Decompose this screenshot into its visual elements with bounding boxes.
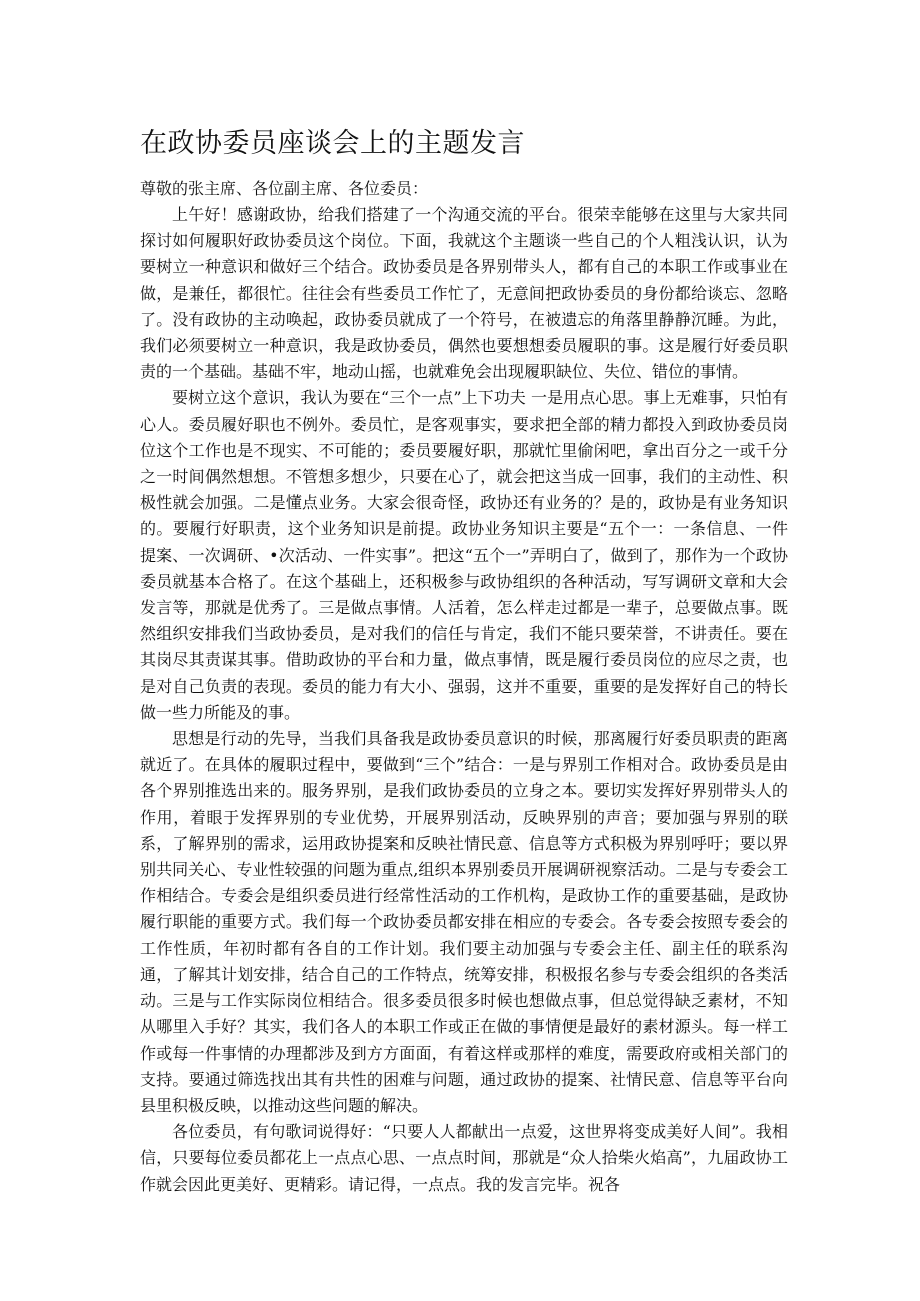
paragraph-3: 思想是行动的先导，当我们具备我是政协委员意识的时候，那离履行好委员职责的距离就近了。在具体的履职过程中，要做到“三个”结合：一是与界别工作相对合。政协委员是由各个界别推选出来的。服务界别，是我们政协委员的立身之本。要切实发挥好界别带头人的作用，着眼于发挥界别的专业优势，开展界别活动，反映界别的声音；要加强与界别的联系，了解界别的需求，运用政协提案和反映社情民意、信息等方式积极为界别呼吁；要以界别共同关心、专业性较强的问题为重点,组织本界别委员开展调研视察活动。二是与专委会工作相结合。专委会是组织委员进行经常性活动的工作机构，是政协工作的重要基础，是政协履行职能的重要方式。我们每一个政协委员都安排在相应的专委会。各专委会按照专委会的工作性质，年初时都有各自的工作计划。我们要主动加强与专委会主任、副主任的联系沟通，了解其计划安排，结合自己的工作特点，统筹安排，积极报名参与专委会组织的各类活动。三是与工作实际岗位相结合。很多委员很多时候也想做点事，但总觉得缺乏素材，不知从哪里入手好？其实，我们各人的本职工作或正在做的事情便是最好的素材源头。每一样工作或每一件事情的办理都涉及到方方面面，有着这样或那样的难度，需要政府或相关部门的支持。要通过筛选找出其有共性的困难与问题，通过政协的提案、社情民意、信息等平台向县里积极反映，以推动这些问题的解决。 — [140, 729, 788, 1115]
document-title: 在政协委员座谈会上的主题发言 — [140, 128, 525, 159]
document-page — [140, 122, 788, 1198]
paragraph-4: 各位委员，有句歌词说得好：“只要人人都献出一点爱，这世界将变成美好人间”。我相信，只要每位委员都花上一点点心思、一点点时间，那就是“众人拾柴火焰高”，九届政协工作就会因此更美好、更精彩。请记得，一点点。我的发言完毕。祝各 — [140, 1122, 788, 1194]
paragraph-1: 上午好！感谢政协，给我们搭建了一个沟通交流的平台。很荣幸能够在这里与大家共同探讨如何履职好政协委员这个岗位。下面，我就这个主题谈一些自己的个人粗浅认识，认为要树立一种意识和做好三个结合。政协委员是各界别带头人，都有自己的本职工作或事业在做，是兼任，都很忙。往往会有些委员工作忙了，无意间把政协委员的身份都给谈忘、忽略了。没有政协的主动唤起，政协委员就成了一个符号，在被遗忘的角落里静静沉睡。为此，我们必须要树立一种意识，我是政协委员，偶然也要想想委员履职的事。这是履行好委员职责的一个基础。基础不牢，地动山摇，也就难免会出现履职缺位、失位、错位的事情。 — [140, 205, 788, 382]
paragraph-2: 要树立这个意识，我认为要在“三个一点”上下功夫 一是用点心思。事上无难事，只怕有心人。委员履好职也不例外。委员忙，是客观事实，要求把全部的精力都投入到政协委员岗位这个工作也是不现实、不可能的；委员要履好职，那就忙里偷闲吧，拿出百分之一或千分之一时间偶然想想。不管想多想少，只要在心了，就会把这当成一回事，我们的主动性、积极性就会加强。二是懂点业务。大家会很奇怪，政协还有业务的？是的，政协是有业务知识的。要履行好职责，这个业务知识是前提。政协业务知识主要是“五个一：一条信息、一件提案、一次调研、•次活动、一件实事”。把这“五个一”弄明白了，做到了，那作为一个政协委员就基本合格了。在这个基础上，还积极参与政协组织的各种活动，写写调研文章和大会发言等，那就是优秀了。三是做点事情。人活着，怎么样走过都是一辈子，总要做点事。既然组织安排我们当政协委员，是对我们的信任与肯定，我们不能只要荣誉，不讲责任。要在其岗尽其责谋其事。借助政协的平台和力量，做点事情，既是履行委员岗位的应尽之责，也是对自己负责的表现。委员的能力有大小、强弱，这并不重要，重要的是发挥好自己的特长做一些力所能及的事。 — [140, 388, 788, 722]
salutation: 尊敬的张主席、各位副主席、各位委员： — [140, 179, 429, 198]
